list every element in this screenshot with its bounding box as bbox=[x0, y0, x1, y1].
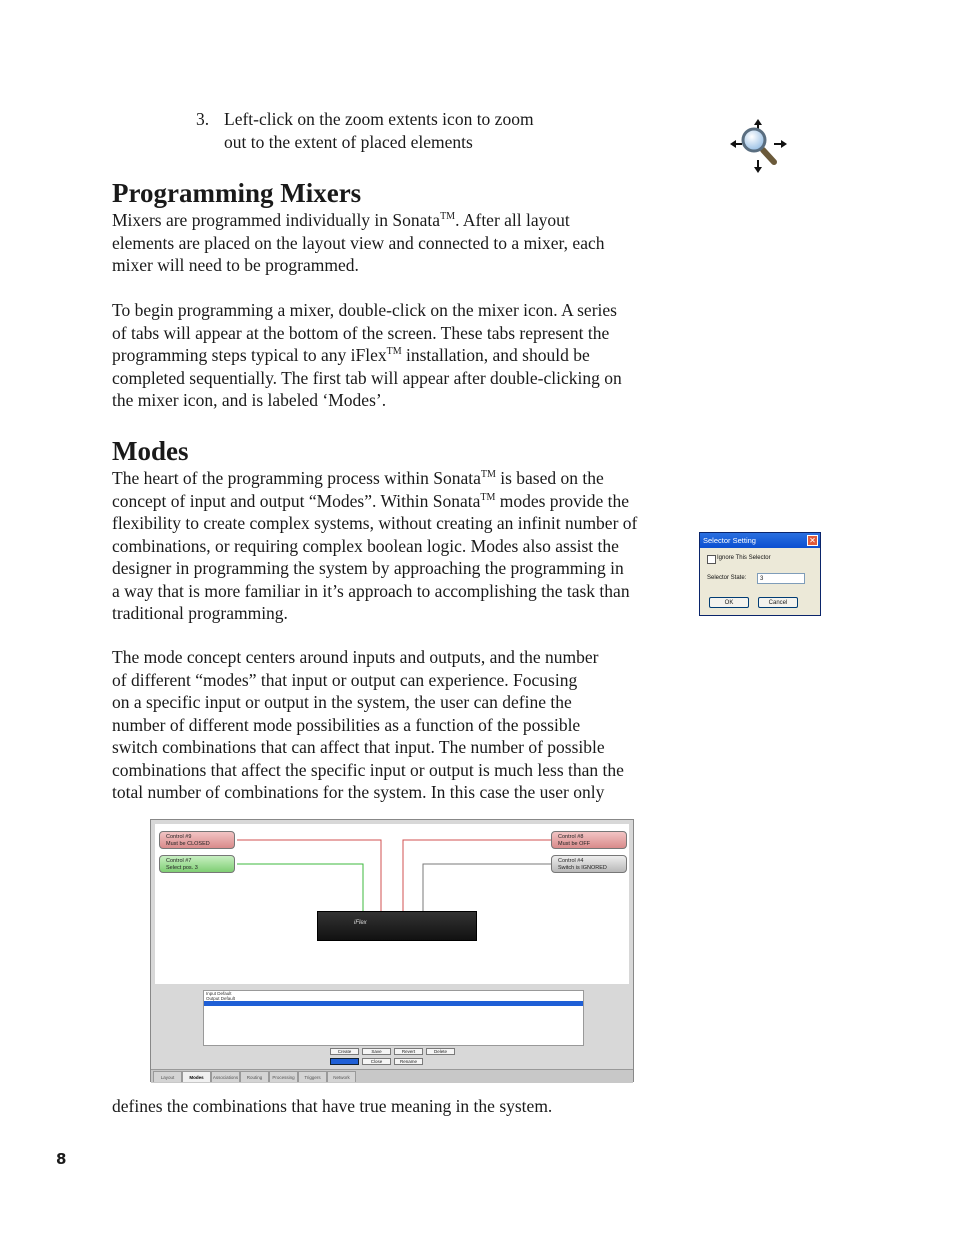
paragraph bbox=[112, 299, 692, 412]
text-line: number of different mode possibilities as a function of the possible bbox=[112, 714, 581, 735]
trademark-mark: TM bbox=[480, 469, 496, 481]
control-node-7[interactable] bbox=[159, 855, 235, 873]
revert-button[interactable]: Revert bbox=[394, 1048, 423, 1055]
paragraph bbox=[112, 646, 692, 804]
ignore-selector-label: Ignore This Selector bbox=[717, 555, 771, 561]
control-status: Switch is IGNORED bbox=[558, 865, 607, 871]
zoom-extents-icon bbox=[730, 118, 788, 174]
dialog-titlebar bbox=[700, 533, 820, 548]
text-line: completed sequentially. The first tab will appear after double-clicking on bbox=[112, 367, 622, 388]
list-item[interactable]: Output Default bbox=[206, 996, 236, 1001]
close-button[interactable]: Close bbox=[362, 1058, 391, 1065]
text-run: modes provide the bbox=[495, 490, 630, 511]
text-run: installation, and should be bbox=[401, 345, 590, 365]
list-item[interactable]: Input Default bbox=[206, 991, 232, 996]
text-line: mixer will need to be programmed. bbox=[112, 255, 359, 275]
tab-layout[interactable]: Layout bbox=[153, 1071, 182, 1082]
text-line: combinations, or requiring complex boolean logic. Modes also assist the bbox=[112, 535, 619, 556]
text-run: The heart of the programming process within Sonata bbox=[112, 468, 481, 488]
cancel-button[interactable]: Cancel bbox=[758, 597, 798, 608]
paragraph bbox=[112, 209, 692, 277]
control-status: Select pos. 3 bbox=[166, 865, 198, 871]
tab-routing[interactable]: Routing bbox=[240, 1071, 269, 1082]
device-brand: iFlex bbox=[354, 920, 367, 926]
rename-button[interactable]: Rename bbox=[394, 1058, 423, 1065]
tab-triggers[interactable]: Triggers bbox=[298, 1071, 327, 1082]
selector-state-label: Selector State: bbox=[707, 575, 747, 581]
tab-network[interactable]: Network bbox=[327, 1071, 356, 1082]
text-line: combinations that affect the specific input or output is much less than the bbox=[112, 759, 624, 780]
control-label: Control #8 bbox=[558, 834, 584, 840]
color-swatch-button[interactable] bbox=[330, 1058, 359, 1065]
control-label: Control #9 bbox=[166, 834, 192, 840]
text-line: The mode concept centers around inputs and outputs, and the number bbox=[112, 647, 599, 667]
text-line: traditional programming. bbox=[112, 603, 288, 623]
layout-canvas bbox=[155, 824, 629, 984]
ok-button[interactable]: OK bbox=[709, 597, 749, 608]
text-line: the mixer icon, and is labeled ‘Modes’. bbox=[112, 390, 387, 410]
wire-control-4 bbox=[423, 864, 551, 911]
paragraph bbox=[112, 467, 692, 625]
text-line: defines the combinations that have true meaning in the system. bbox=[112, 1096, 553, 1116]
list-item-selected[interactable] bbox=[204, 1001, 583, 1006]
delete-button[interactable]: Delete bbox=[426, 1048, 455, 1055]
step-line: Left-click on the zoom extents icon to zoom bbox=[224, 109, 534, 129]
modes-list[interactable] bbox=[203, 990, 584, 1046]
mixer-tab-bar bbox=[151, 1069, 633, 1083]
text-line bbox=[112, 467, 692, 490]
dialog-title: Selector Setting bbox=[703, 536, 756, 545]
step-line: out to the extent of placed elements bbox=[224, 131, 473, 152]
text-line: a way that is more familiar in it’s approach to accomplishing the task than bbox=[112, 580, 630, 601]
tab-modes[interactable]: Modes bbox=[182, 1071, 211, 1082]
text-run: concept of input and output “Modes”. Within Sonata bbox=[112, 490, 481, 511]
save-button[interactable]: Save bbox=[362, 1048, 391, 1055]
trademark-mark: TM bbox=[480, 491, 496, 503]
step-number: 3. bbox=[196, 109, 210, 129]
control-label: Control #4 bbox=[558, 858, 584, 864]
text-line: of tabs will appear at the bottom of the screen. These tabs represent the bbox=[112, 322, 610, 343]
trademark-mark: TM bbox=[386, 346, 402, 358]
text-run: programming steps typical to any iFlex bbox=[112, 345, 387, 365]
page-number: 8 bbox=[56, 1150, 67, 1168]
text-line: elements are placed on the layout view and connected to a mixer, each bbox=[112, 232, 605, 253]
control-status: Must be OFF bbox=[558, 841, 591, 847]
text-run: . After all layout bbox=[455, 210, 570, 230]
modes-tab-screenshot bbox=[150, 819, 634, 1082]
section-heading-programming-mixers: Programming Mixers bbox=[112, 178, 362, 208]
text-line: switch combinations that can affect that input. The number of possible bbox=[112, 737, 605, 757]
control-label: Control #7 bbox=[166, 858, 192, 864]
text-line bbox=[112, 344, 692, 367]
control-node-4[interactable] bbox=[551, 855, 627, 873]
step-text bbox=[224, 108, 584, 153]
text-run: is based on the bbox=[495, 468, 604, 488]
ignore-selector-checkbox[interactable] bbox=[707, 555, 716, 564]
text-line: designer in programming the system by approaching the programming in bbox=[112, 558, 624, 578]
text-line: flexibility to create complex systems, without creating an infinit number of bbox=[112, 513, 638, 533]
text-line bbox=[112, 490, 692, 513]
text-line: total number of combinations for the system. In this case the user only bbox=[112, 782, 605, 802]
selector-state-input[interactable]: 3 bbox=[757, 573, 805, 584]
text-line: of different “modes” that input or output can experience. Focusing bbox=[112, 669, 578, 690]
text-line: on a specific input or output in the system, the user can define the bbox=[112, 692, 572, 712]
create-button[interactable]: Create bbox=[330, 1048, 359, 1055]
section-heading-modes: Modes bbox=[112, 436, 189, 466]
mixer-device-icon[interactable] bbox=[317, 911, 477, 941]
tab-associations[interactable]: Associations bbox=[211, 1071, 240, 1082]
control-node-8[interactable] bbox=[551, 831, 627, 849]
wire-control-8 bbox=[403, 840, 551, 911]
text-line bbox=[112, 209, 692, 232]
text-run: Mixers are programmed individually in Sonata bbox=[112, 210, 441, 230]
text-line: To begin programming a mixer, double-click on the mixer icon. A series bbox=[112, 300, 617, 320]
wire-control-7 bbox=[237, 864, 363, 911]
selector-setting-dialog bbox=[699, 532, 821, 616]
close-icon[interactable]: ✕ bbox=[807, 535, 818, 546]
control-status: Must be CLOSED bbox=[166, 841, 210, 847]
tab-processing[interactable]: Processing bbox=[269, 1071, 298, 1082]
paragraph bbox=[112, 1095, 692, 1118]
control-node-9[interactable] bbox=[159, 831, 235, 849]
wire-control-9 bbox=[237, 840, 381, 911]
trademark-mark: TM bbox=[440, 211, 456, 223]
